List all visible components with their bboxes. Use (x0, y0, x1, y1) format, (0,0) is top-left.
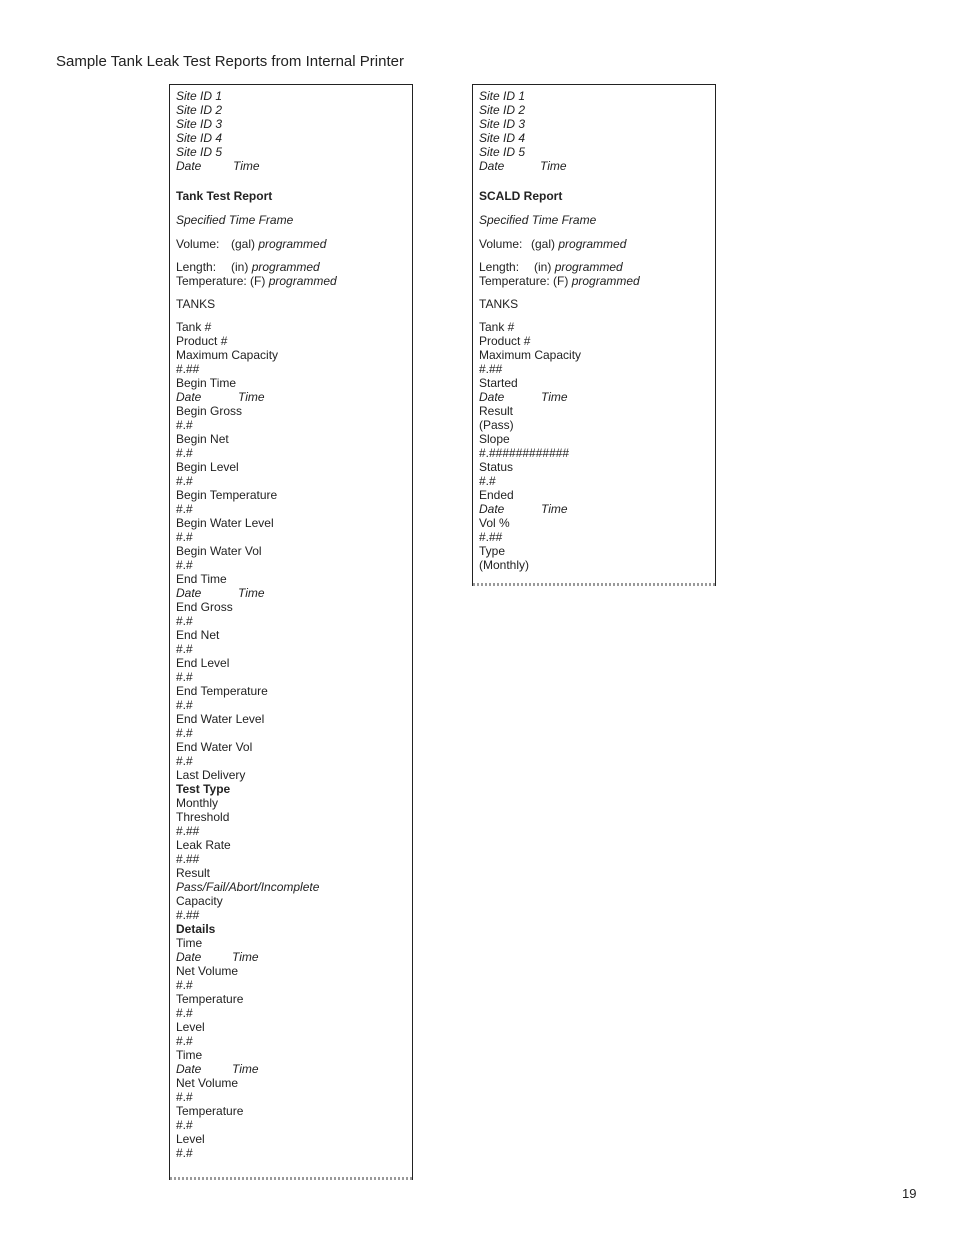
status-label: Status (479, 460, 514, 474)
time-label: Time (232, 1062, 259, 1076)
length-label: Length: (479, 260, 520, 274)
volume-unit: (gal) (531, 237, 556, 251)
end-water-vol-value: #.# (176, 754, 193, 768)
tanks-heading: TANKS (479, 297, 519, 311)
date-label: Date (176, 390, 202, 404)
ended-label: Ended (479, 488, 514, 502)
volume-unit: (gal) (231, 237, 256, 251)
max-capacity-label: Maximum Capacity (479, 348, 582, 362)
temperature-value: programmed (571, 274, 640, 288)
temperature-label: Temperature: (F) (176, 274, 266, 288)
test-type-value: Monthly (176, 796, 219, 810)
begin-temperature-label: Begin Temperature (176, 488, 278, 502)
product-number: Product # (176, 334, 228, 348)
length-line (176, 260, 406, 274)
detail-temperature-value: #.# (176, 1118, 193, 1132)
temperature-line (479, 274, 709, 288)
detail-net-volume-label: Net Volume (176, 964, 239, 978)
date-label: Date (479, 159, 505, 173)
report-title: SCALD Report (479, 189, 563, 203)
threshold-value: #.## (176, 824, 200, 838)
end-temperature-value: #.# (176, 698, 193, 712)
begin-level-value: #.# (176, 474, 193, 488)
length-value: programmed (554, 260, 623, 274)
type-value: (Monthly) (479, 558, 530, 572)
detail-date-time (176, 1062, 406, 1076)
end-water-vol-label: End Water Vol (176, 740, 253, 754)
volume-label: Volume: (479, 237, 523, 251)
vol-pct-label: Vol % (479, 516, 510, 530)
volume-value: programmed (258, 237, 327, 251)
begin-net-value: #.# (176, 446, 193, 460)
end-level-value: #.# (176, 670, 193, 684)
date-time-line (479, 159, 709, 173)
vol-pct-value: #.## (479, 530, 503, 544)
tanks-heading: TANKS (176, 297, 216, 311)
length-value: programmed (251, 260, 320, 274)
leak-rate-value: #.## (176, 852, 200, 866)
tank-number: Tank # (176, 320, 212, 334)
end-level-label: End Level (176, 656, 230, 670)
detail-date-time (176, 950, 406, 964)
site-id-line: Site ID 1 (479, 89, 526, 103)
time-label: Time (238, 586, 265, 600)
begin-water-vol-label: Begin Water Vol (176, 544, 262, 558)
result-value: Pass/Fail/Abort/Incomplete (176, 880, 320, 894)
begin-date-time (176, 390, 406, 404)
tear-edge (473, 583, 715, 586)
max-capacity-value: #.## (176, 362, 200, 376)
detail-time-label: Time (176, 1048, 203, 1062)
date-label: Date (176, 586, 202, 600)
max-capacity-label: Maximum Capacity (176, 348, 279, 362)
ended-date-time (479, 502, 709, 516)
site-id-line: Site ID 2 (176, 103, 223, 117)
slope-value: #.############ (479, 446, 570, 460)
site-id-line: Site ID 4 (176, 131, 223, 145)
site-id-line: Site ID 3 (479, 117, 526, 131)
page-number: 19 (902, 1186, 917, 1201)
detail-temperature-label: Temperature (176, 1104, 244, 1118)
started-date-time (479, 390, 709, 404)
tank-test-report-printout (169, 84, 413, 1180)
site-id-line: Site ID 2 (479, 103, 526, 117)
time-label: Time (232, 950, 259, 964)
end-temperature-label: End Temperature (176, 684, 268, 698)
result-value: (Pass) (479, 418, 514, 432)
end-water-level-value: #.# (176, 726, 193, 740)
status-value: #.# (479, 474, 496, 488)
end-gross-label: End Gross (176, 600, 233, 614)
temperature-line (176, 274, 406, 288)
end-date-time (176, 586, 406, 600)
length-unit: (in) (231, 260, 249, 274)
begin-net-label: Begin Net (176, 432, 229, 446)
detail-temperature-label: Temperature (176, 992, 244, 1006)
detail-time-label: Time (176, 936, 203, 950)
end-net-value: #.# (176, 642, 193, 656)
length-label: Length: (176, 260, 217, 274)
time-label: Time (541, 502, 568, 516)
tear-edge (170, 1177, 412, 1180)
temperature-value: programmed (268, 274, 337, 288)
begin-level-label: Begin Level (176, 460, 239, 474)
started-label: Started (479, 376, 518, 390)
volume-line (176, 237, 406, 251)
end-time-label: End Time (176, 572, 227, 586)
date-label: Date (479, 502, 505, 516)
detail-level-value: #.# (176, 1146, 193, 1160)
scald-report-printout (472, 84, 716, 586)
temperature-label: Temperature: (F) (479, 274, 569, 288)
site-id-line: Site ID 5 (176, 145, 223, 159)
time-frame-line: Specified Time Frame (479, 213, 597, 227)
time-frame-line: Specified Time Frame (176, 213, 294, 227)
date-time-line (176, 159, 406, 173)
capacity-label: Capacity (176, 894, 223, 908)
tank-number: Tank # (479, 320, 515, 334)
slope-label: Slope (479, 432, 510, 446)
begin-time-label: Begin Time (176, 376, 237, 390)
end-gross-value: #.# (176, 614, 193, 628)
report-title: Tank Test Report (176, 189, 273, 203)
detail-net-volume-label: Net Volume (176, 1076, 239, 1090)
site-id-line: Site ID 4 (479, 131, 526, 145)
begin-water-level-label: Begin Water Level (176, 516, 274, 530)
site-id-line: Site ID 3 (176, 117, 223, 131)
date-label: Date (176, 950, 202, 964)
time-label: Time (233, 159, 260, 173)
detail-net-volume-value: #.# (176, 1090, 193, 1104)
last-delivery-label: Last Delivery (176, 768, 246, 782)
page-heading: Sample Tank Leak Test Reports from Internal Printer (56, 53, 404, 70)
begin-water-level-value: #.# (176, 530, 193, 544)
end-net-label: End Net (176, 628, 220, 642)
result-label: Result (176, 866, 211, 880)
time-label: Time (238, 390, 265, 404)
end-water-level-label: End Water Level (176, 712, 265, 726)
volume-value: programmed (558, 237, 627, 251)
site-id-line: Site ID 5 (479, 145, 526, 159)
test-type-label: Test Type (176, 782, 231, 796)
volume-line (479, 237, 709, 251)
date-label: Date (479, 390, 505, 404)
begin-temperature-value: #.# (176, 502, 193, 516)
product-number: Product # (479, 334, 531, 348)
length-line (479, 260, 709, 274)
capacity-value: #.## (176, 908, 200, 922)
site-id-line: Site ID 1 (176, 89, 223, 103)
detail-level-label: Level (176, 1020, 205, 1034)
detail-net-volume-value: #.# (176, 978, 193, 992)
threshold-label: Threshold (176, 810, 230, 824)
begin-water-vol-value: #.# (176, 558, 193, 572)
detail-level-label: Level (176, 1132, 205, 1146)
leak-rate-label: Leak Rate (176, 838, 231, 852)
date-label: Date (176, 1062, 202, 1076)
detail-level-value: #.# (176, 1034, 193, 1048)
length-unit: (in) (534, 260, 552, 274)
time-label: Time (540, 159, 567, 173)
result-label: Result (479, 404, 514, 418)
date-label: Date (176, 159, 202, 173)
type-label: Type (479, 544, 506, 558)
begin-gross-label: Begin Gross (176, 404, 243, 418)
volume-label: Volume: (176, 237, 220, 251)
details-heading: Details (176, 922, 216, 936)
detail-temperature-value: #.# (176, 1006, 193, 1020)
begin-gross-value: #.# (176, 418, 193, 432)
max-capacity-value: #.## (479, 362, 503, 376)
time-label: Time (541, 390, 568, 404)
